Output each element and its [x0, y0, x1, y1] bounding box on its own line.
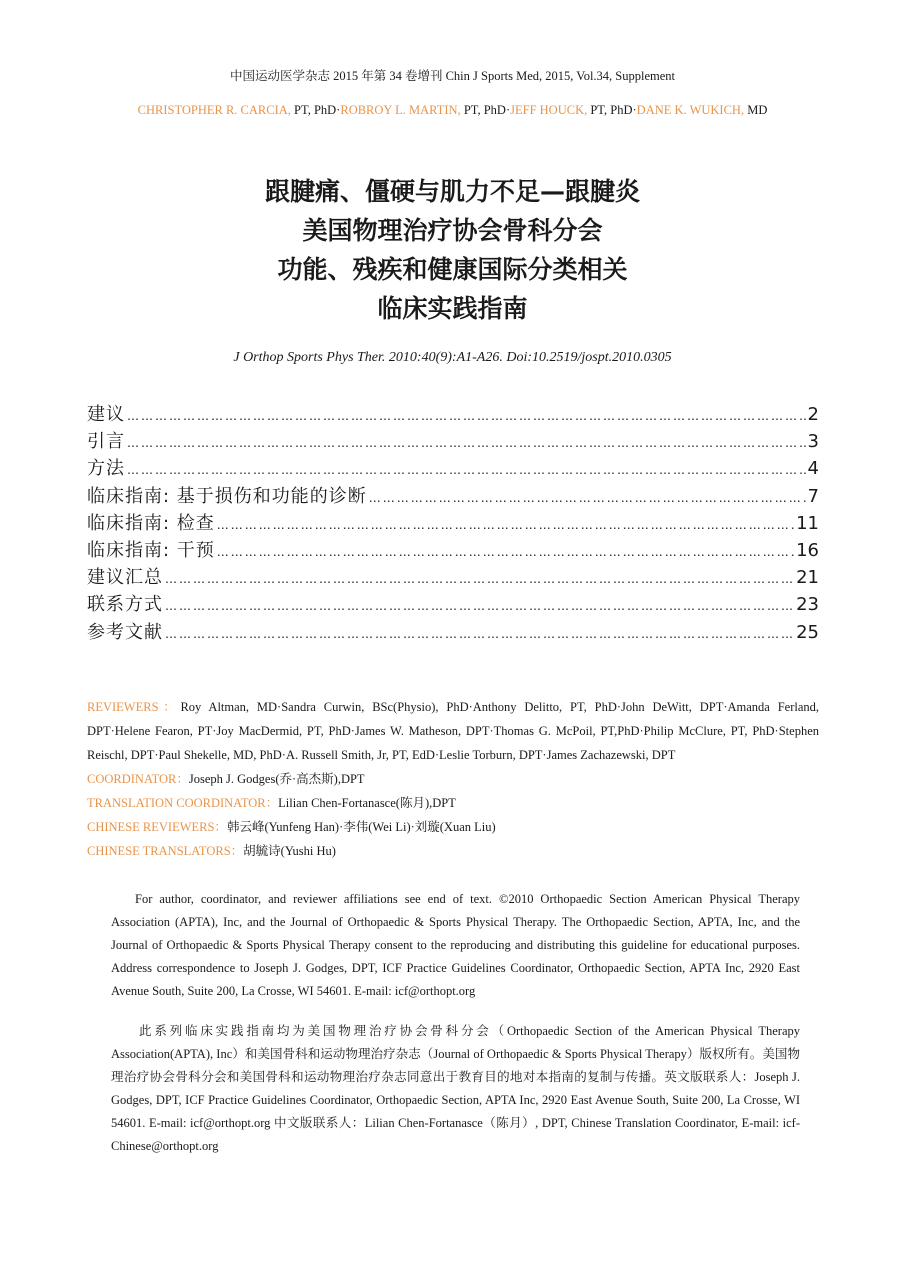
toc-leader-dots	[215, 518, 796, 532]
chinese-reviewers-label: CHINESE REVIEWERS：	[87, 820, 227, 834]
coordinator-line	[87, 767, 819, 791]
toc-leader-dots	[163, 572, 796, 586]
toc-leader-dots	[125, 409, 808, 423]
title-line: 临床实践指南	[377, 294, 528, 323]
toc-page-number: 7	[807, 485, 819, 507]
author-degree: PT, PhD·	[290, 103, 341, 117]
reviewers-label: REVIEWERS：	[87, 700, 181, 714]
toc-entry[interactable]	[87, 427, 819, 454]
author-name: JEFF HOUCK,	[510, 103, 588, 117]
toc-label: 建议	[87, 404, 125, 425]
document-title	[0, 172, 905, 328]
toc-leader-dots	[215, 545, 796, 559]
author-degree: MD	[744, 103, 768, 117]
chinese-translators-names: 胡毓诗(Yushi Hu)	[243, 844, 336, 858]
toc-label: 联系方式	[87, 594, 163, 616]
author-degree: PT, PhD·	[587, 103, 637, 117]
toc-label: 临床指南: 基于损伤和功能的诊断	[87, 485, 367, 507]
toc-entry[interactable]	[87, 563, 819, 590]
toc-page-number: 23	[796, 594, 819, 616]
toc-page-number: 2	[807, 404, 819, 425]
toc-entry[interactable]	[87, 536, 819, 563]
table-of-contents	[87, 400, 819, 645]
author-degree: PT, PhD·	[460, 103, 511, 117]
author-name: DANE K. WUKICH,	[636, 103, 745, 117]
toc-label: 建议汇总	[87, 567, 163, 589]
toc-page-number: 16	[796, 539, 819, 561]
author-name: ROBROY L. MARTIN,	[340, 103, 461, 117]
toc-page-number: 25	[796, 621, 819, 643]
toc-label: 临床指南: 检查	[87, 512, 215, 534]
author-list	[0, 103, 905, 118]
toc-entry[interactable]	[87, 590, 819, 617]
toc-leader-dots	[163, 627, 796, 641]
copyright-note-chinese: 此系列临床实践指南均为美国物理治疗协会骨科分会（Orthopaedic Section of the American Physical Therapy Association(APTA), Inc）和美国骨科和运动物理治疗杂志（Journal of Orthopaedic & Sports Physical Therapy）版权所有。美国物理治疗协会骨科分会和美国骨科和运动物理治疗杂志同意出于教育目的地对本指南的复制与传播。英文版联系人：Joseph J. Godges, DPT, ICF Practice Guidelines Coordinator, Orthopaedic Section, APTA Inc, 2920 East Avenue South, Suite 200, La Crosse, WI 54601. E-mail: icf@orthopt.org 中文版联系人：Lilian Chen-Fortanasce（陈月）, DPT, Chinese Translation Coordinator, E-mail: icf-Chinese@orthopt.org	[111, 1024, 800, 1153]
toc-entry[interactable]	[87, 482, 819, 509]
toc-entry[interactable]	[87, 454, 819, 481]
toc-entry[interactable]	[87, 509, 819, 536]
reviewers-list: Roy Altman, MD·Sandra Curwin, BSc(Physio), PhD·Anthony Delitto, PT, PhD·John DeWitt, DPT·Amanda Ferland, DPT·Helene Fearon, PT·Joy MacDermid, PT, PhD·James W. Matheson, DPT·Thomas G. McPoil, PT,PhD·Philip McClure, PT, PhD·Stephen Reischl, DPT·Paul Shekelle, MD, PhD·A. Russell Smith, Jr, PT, EdD·Leslie Torburn, DPT·James Zachazewski, DPT	[87, 700, 819, 762]
chinese-reviewers-line	[87, 815, 819, 839]
copyright-note-english: For author, coordinator, and reviewer affiliations see end of text. ©2010 Orthopaedic Section American Physical Therapy Association (APTA), Inc, and the Journal of Orthopaedic & Sports Physical Therapy. The Orthopaedic Section, APTA, Inc, and the Journal of Orthopaedic & Sports Physical Therapy consent to the reproducing and distributing this guideline for educational purposes. Address correspondence to Joseph J. Godges, DPT, ICF Practice Guidelines Coordinator, Orthopaedic Section, APTA Inc, 2920 East Avenue South, Suite 200, La Crosse, WI 54601. E-mail: icf@orthopt.org	[111, 892, 800, 998]
toc-page-number: 3	[807, 431, 819, 453]
translation-coordinator-line	[87, 791, 819, 815]
toc-label: 临床指南: 干预	[87, 539, 215, 561]
toc-label: 参考文献	[87, 621, 163, 643]
journal-header: 中国运动医学杂志 2015 年第 34 卷增刊 Chin J Sports Med, 2015, Vol.34, Supplement	[229, 69, 676, 83]
coordinator-label: COORDINATOR：	[87, 772, 189, 786]
toc-page-number: 11	[796, 512, 819, 534]
toc-leader-dots	[125, 463, 808, 477]
toc-label: 方法	[87, 458, 125, 480]
translation-coordinator-name: Lilian Chen-Fortanasce(陈月),DPT	[278, 796, 456, 810]
toc-page-number: 21	[796, 567, 819, 589]
chinese-translators-label: CHINESE TRANSLATORS：	[87, 844, 244, 858]
chinese-reviewers-names: 韩云峰(Yunfeng Han)·李伟(Wei Li)·刘璇(Xuan Liu)	[226, 820, 496, 834]
chinese-translators-line	[87, 839, 819, 863]
translation-coordinator-label: TRANSLATION COORDINATOR：	[87, 796, 279, 810]
reviewers-paragraph	[87, 695, 819, 767]
toc-leader-dots	[125, 436, 808, 450]
toc-page-number: 4	[807, 458, 819, 480]
toc-leader-dots	[163, 599, 796, 613]
toc-entry[interactable]	[87, 400, 819, 427]
title-line: 美国物理治疗协会骨科分会	[302, 216, 603, 245]
author-name: CHRISTOPHER R. CARCIA,	[137, 103, 291, 117]
citation: J Orthop Sports Phys Ther. 2010:40(9):A1-A26. Doi:10.2519/jospt.2010.0305	[233, 350, 672, 365]
title-line: 跟腱痛、僵硬与肌力不足—跟腱炎	[264, 177, 640, 206]
toc-entry[interactable]	[87, 618, 819, 645]
coordinator-name: Joseph J. Godges(乔·高杰斯),DPT	[188, 772, 365, 786]
toc-leader-dots	[367, 491, 808, 505]
credits-section	[87, 695, 819, 863]
title-line: 功能、残疾和健康国际分类相关	[277, 255, 628, 284]
toc-label: 引言	[87, 431, 125, 453]
